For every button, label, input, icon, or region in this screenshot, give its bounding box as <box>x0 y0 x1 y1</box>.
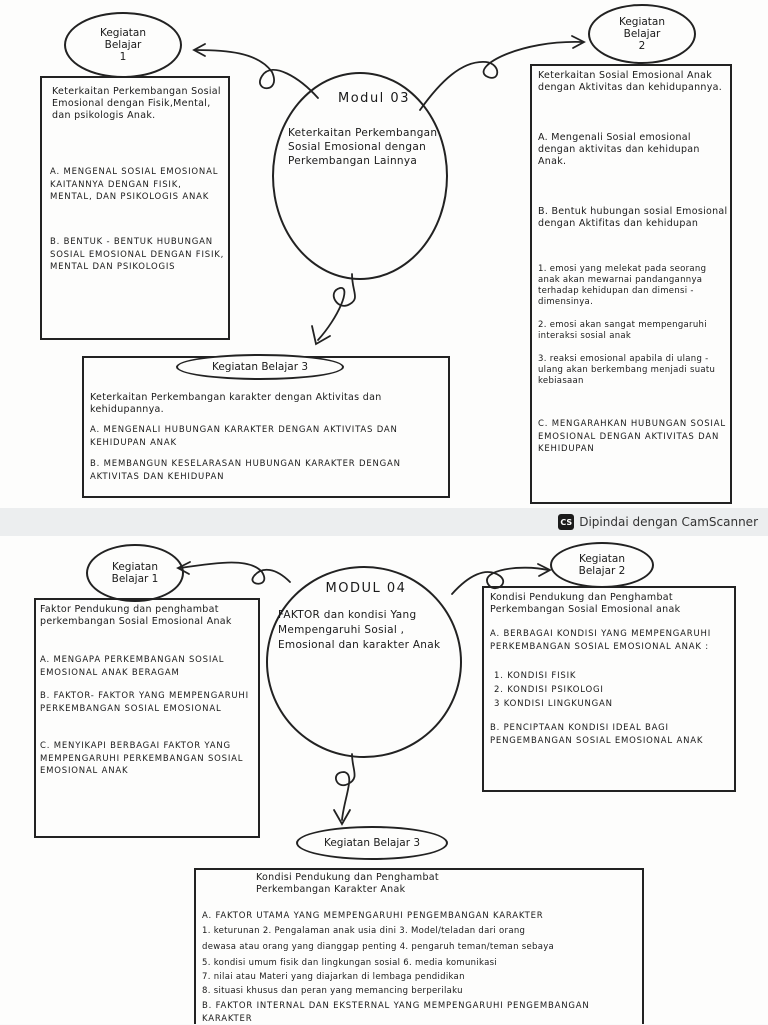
kb1-label-num: 1 <box>119 51 127 63</box>
kegiatan-belajar-3-box-2 <box>194 868 644 1024</box>
kb1b-label-line1: Kegiatan <box>111 561 159 573</box>
kb1b-label-line2: Belajar 1 <box>111 573 159 585</box>
kegiatan-belajar-2-box <box>530 64 732 504</box>
kb2b-item-a: A. BERBAGAI KONDISI YANG MEMPENGARUHI PERKEMBANGAN SOSIAL EMOSIONAL ANAK : <box>490 629 712 652</box>
kb2b-label-line2: Belajar 2 <box>578 565 626 577</box>
camscanner-watermark <box>558 514 758 530</box>
kb3-item-a: A. MENGENALI HUBUNGAN KARAKTER DENGAN AKTIVITAS DAN KEHIDUPAN ANAK <box>90 425 398 448</box>
kb3b-heading-2: Perkembangan Karakter Anak <box>256 884 406 895</box>
kb2b-sub2: 2. KONDISI PSIKOLOGI <box>494 685 604 695</box>
kb2-label-line1: Kegiatan <box>618 16 666 28</box>
modul-04-subtitle: FAKTOR dan kondisi Yang Mempengaruhi Sosial , Emosional dan karakter Anak <box>278 609 441 651</box>
kb2-item-b: B. Bentuk hubungan sosial Emosional dengan Aktifitas dan kehidupan <box>538 206 728 229</box>
kegiatan-belajar-2-oval-2 <box>550 542 654 588</box>
kb2-sub3: 3. reaksi emosional apabila di ulang - ulang akan berkembang menjadi suatu kebiasaan <box>538 354 716 386</box>
kb1b-item-c: C. MENYIKAPI BERBAGAI FAKTOR YANG MEMPENGARUHI PERKEMBANGAN SOSIAL EMOSIONAL ANAK <box>40 741 244 776</box>
kb3b-label: Kegiatan Belajar 3 <box>323 837 421 849</box>
kb2b-sub3: 3 KONDISI LINGKUNGAN <box>494 699 613 709</box>
kb1-label-line2: Belajar <box>104 39 142 51</box>
kb1-item-a: A. MENGENAL SOSIAL EMOSIONAL KAITANNYA DENGAN FISIK, MENTAL, DAN PSIKOLOGIS ANAK <box>50 167 219 202</box>
kegiatan-belajar-2-box-2 <box>482 586 736 792</box>
modul-03-title: Modul 03 <box>338 91 410 106</box>
kb1b-heading: Faktor Pendukung dan penghambat perkembangan Sosial Emosional Anak <box>40 604 232 627</box>
scanner-watermark-bar <box>0 508 768 536</box>
camscanner-logo-icon: CS <box>558 514 574 530</box>
kb2b-item-b: B. PENCIPTAAN KONDISI IDEAL BAGI PENGEMBANGAN SOSIAL EMOSIONAL ANAK <box>490 723 704 746</box>
kb2-item-c: C. MENGARAHKAN HUBUNGAN SOSIAL EMOSIONAL DENGAN AKTIVITAS DAN KEHIDUPAN <box>538 419 726 454</box>
kb3b-heading-1: Kondisi Pendukung dan Penghambat <box>256 872 439 883</box>
kb1-item-b: B. BENTUK - BENTUK HUBUNGAN SOSIAL EMOSIONAL DENGAN FISIK, MENTAL DAN PSIKOLOGIS <box>50 237 225 272</box>
kegiatan-belajar-3-oval <box>176 354 344 380</box>
kb3b-line3: 5. kondisi umum fisik dan lingkungan sosial 6. media komunikasi <box>202 958 497 968</box>
kb2-sub2: 2. emosi akan sangat mempengaruhi interaksi sosial anak <box>538 320 707 341</box>
kb3-heading: Keterkaitan Perkembangan karakter dengan Aktivitas dan kehidupannya. <box>90 392 382 415</box>
camscanner-text: Dipindai dengan CamScanner <box>579 515 758 529</box>
kb2b-heading: Kondisi Pendukung dan Penghambat Perkembangan Sosial Emosional anak <box>490 592 681 615</box>
kegiatan-belajar-1-oval-2 <box>86 544 184 602</box>
modul-03-subtitle: Keterkaitan Perkembangan Sosial Emosional dengan Perkembangan Lainnya <box>288 127 438 167</box>
kb3b-item-b: B. FAKTOR INTERNAL DAN EKSTERNAL YANG MEMPENGARUHI PENGEMBANGAN KARAKTER <box>202 1001 590 1024</box>
kb3b-line4: 7. nilai atau Materi yang diajarkan di lembaga pendidikan <box>202 972 465 982</box>
modul-03-circle <box>272 72 448 280</box>
kb1b-item-a: A. MENGAPA PERKEMBANGAN SOSIAL EMOSIONAL ANAK BERAGAM <box>40 655 225 678</box>
kb3-label: Kegiatan Belajar 3 <box>211 361 309 373</box>
modul-04-circle <box>266 566 462 758</box>
kb2-item-a: A. Mengenali Sosial emosional dengan aktivitas dan kehidupan Anak. <box>538 132 700 167</box>
kb2-label-num: 2 <box>638 40 646 52</box>
kb3b-item-a: A. FAKTOR UTAMA YANG MEMPENGARUHI PENGEMBANGAN KARAKTER <box>202 911 544 921</box>
kegiatan-belajar-2-oval <box>588 4 696 64</box>
modul-04-title: MODUL 04 <box>325 581 407 596</box>
kb2b-label-line1: Kegiatan <box>578 553 626 565</box>
kegiatan-belajar-1-box <box>40 76 230 340</box>
kegiatan-belajar-1-box-2 <box>34 598 260 838</box>
kb1-heading: Keterkaitan Perkembangan Sosial Emosional dengan Fisik,Mental, dan psikologis Anak. <box>52 86 221 121</box>
scanned-page-modul-03 <box>0 0 768 508</box>
kb3b-line5: 8. situasi khusus dan peran yang memancing berperilaku <box>202 986 463 996</box>
kb3b-line1: 1. keturunan 2. Pengalaman anak usia dini 3. Model/teladan dari orang <box>202 926 526 936</box>
kb1-label-line1: Kegiatan <box>99 27 147 39</box>
kb2-heading: Keterkaitan Sosial Emosional Anak dengan Aktivitas dan kehidupannya. <box>538 70 723 93</box>
kb2b-sub1: 1. KONDISI FISIK <box>494 671 577 681</box>
kb1b-item-b: B. FAKTOR- FAKTOR YANG MEMPENGARUHI PERKEMBANGAN SOSIAL EMOSIONAL <box>40 691 249 714</box>
kb2-sub1: 1. emosi yang melekat pada seorang anak akan mewarnai pandangannya terhadap kehidupan dan dimensi - dimensinya. <box>538 264 707 307</box>
kb3-item-b: B. MEMBANGUN KESELARASAN HUBUNGAN KARAKTER DENGAN AKTIVITAS DAN KEHIDUPAN <box>90 459 401 482</box>
kb2-label-line2: Belajar <box>623 28 661 40</box>
kegiatan-belajar-3-oval-2 <box>296 826 448 860</box>
kegiatan-belajar-1-oval <box>64 12 182 78</box>
scanned-page-modul-04 <box>0 536 768 1024</box>
kb3b-line2: dewasa atau orang yang dianggap penting 4. pengaruh teman/teman sebaya <box>202 942 555 952</box>
